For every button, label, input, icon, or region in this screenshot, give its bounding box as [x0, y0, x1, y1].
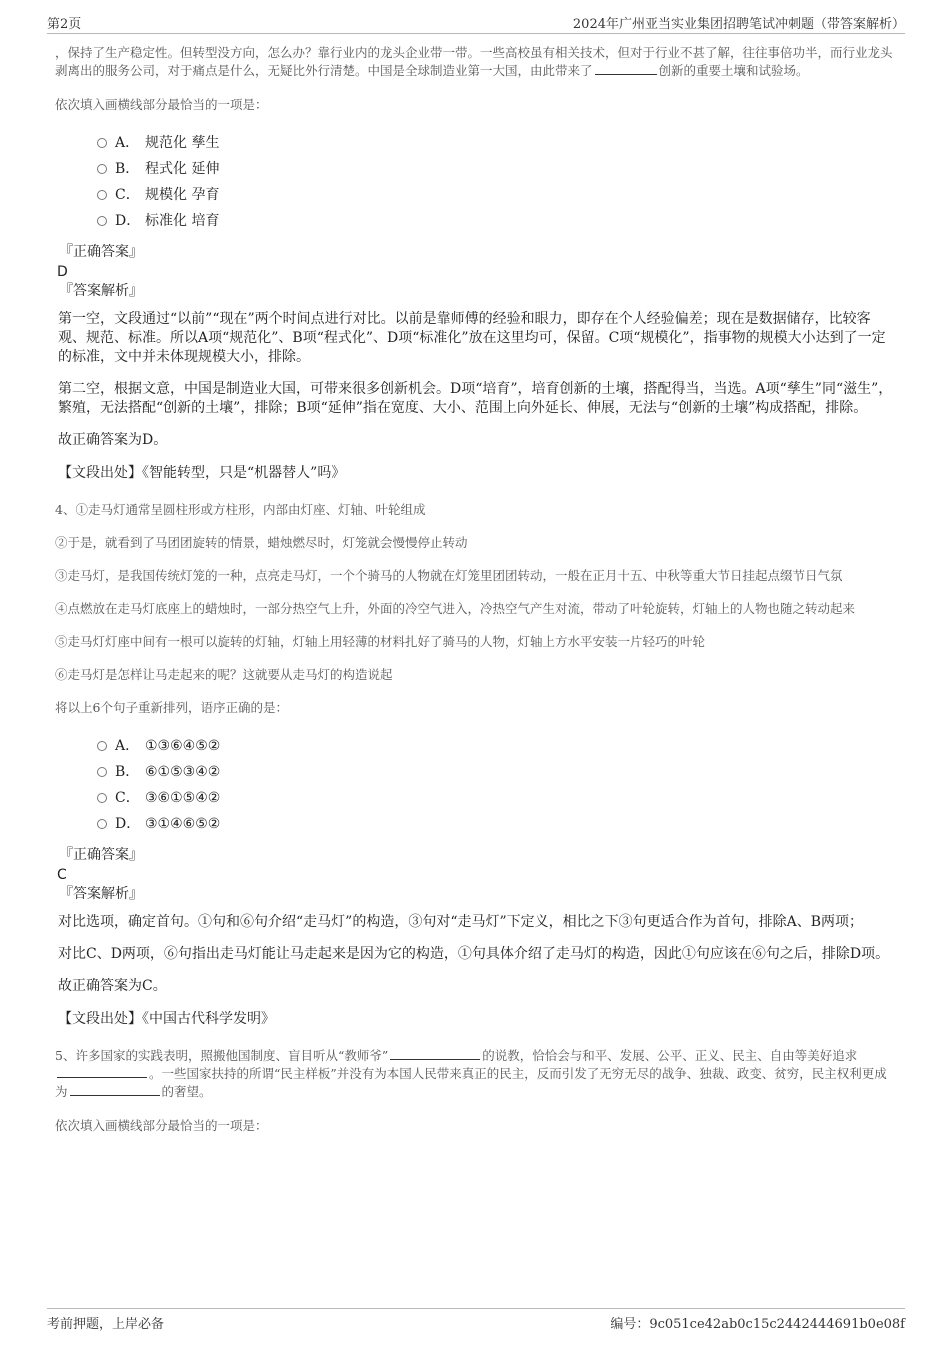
- q4-answer: C: [57, 867, 67, 883]
- q4-prompt: 将以上6个句子重新排列，语序正确的是：: [55, 700, 288, 715]
- fill-blank: [57, 1065, 147, 1078]
- q4-sentence-6: ⑥走马灯是怎样让马走起来的呢？这就要从走马灯的构造说起: [55, 667, 393, 682]
- q3-prompt: 依次填入画横线部分最恰当的一项是：: [55, 97, 268, 112]
- document-id: 编号：9c051ce42ab0c15c2442444691b0e08f: [610, 1317, 905, 1332]
- q3-answer: D: [57, 264, 68, 280]
- q4-sentence-2: ②于是，就看到了马团团旋转的情景，蜡烛燃尽时，灯笼就会慢慢停止转动: [55, 535, 468, 550]
- fill-blank: [390, 1047, 480, 1060]
- page-number: 第2页: [47, 17, 82, 32]
- q5-prompt: 依次填入画横线部分最恰当的一项是：: [55, 1118, 268, 1133]
- q4-analysis-2: 对比C、D两项，⑥句指出走马灯能让马走起来是因为它的构造，①句具体介绍了走马灯的构造，因此①句应该在⑥句之后，排除D项。: [58, 946, 890, 962]
- radio-icon[interactable]: [97, 164, 107, 174]
- fill-blank: [70, 1083, 160, 1096]
- q3-analysis-2: 第二空，根据文意，中国是制造业大国，可带来很多创新机会。D项“培育”，培育创新的土壤，搭配得当，当选。A项“孳生”同“滋生”，繁殖，无法搭配“创新的土壤”，排除；B项“延伸”指在宽度、大小、范围上向外延长、伸展，无法与“创新的土壤”构成搭配，排除。: [58, 381, 893, 416]
- radio-icon[interactable]: [97, 793, 107, 803]
- radio-icon[interactable]: [97, 819, 107, 829]
- q3-analysis-1: 第一空，文段通过“以前”“现在”两个时间点进行对比。以前是靠师傅的经验和眼力，即存在个人经验偏差；现在是数据储存，比较客观、规范、标准。所以A项“规范化”、B项“程式化”、D项“标准化”放在这里均可，保留。C项“规模化”，指事物的规模大小达到了一定的标准，文中并未体现规模大小，排除。: [58, 311, 886, 365]
- q4-sentence-3: ③走马灯，是我国传统灯笼的一种，点亮走马灯，一个个骑马的人物就在灯笼里团团转动，一般在正月十五、中秋等重大节日挂起点缀节日气氛: [55, 568, 843, 583]
- q4-option-a[interactable]: A． ①③⑥④⑤②: [97, 733, 895, 759]
- q4-answer-label: 『正确答案』: [59, 847, 143, 863]
- q3-answer-label: 『正确答案』: [59, 244, 143, 260]
- q3-options: [97, 130, 895, 234]
- fill-blank: [595, 62, 657, 75]
- q3-passage: ，保持了生产稳定性。但转型没方向，怎么办？靠行业内的龙头企业带一带。一些高校虽有相关技术，但对于行业不甚了解，往往事倍功半，而行业龙头剥离出的服务公司，对于痛点是什么，无疑比外行清楚。中国是全球制造业第一大国，由此带来了 创新的重要土壤和试验场。: [55, 45, 893, 78]
- q3-option-b[interactable]: B． 程式化 延伸: [97, 156, 895, 182]
- q4-option-b[interactable]: B． ⑥①⑤③④②: [97, 759, 895, 785]
- q3-source: 【文段出处】《智能转型，只是“机器替人”吗》: [58, 465, 346, 481]
- footer-divider: [47, 1308, 905, 1309]
- document-title: 2024年广州亚当实业集团招聘笔试冲刺题（带答案解析）: [572, 17, 905, 32]
- q4-options: [97, 733, 895, 837]
- q4-option-c[interactable]: C． ③⑥①⑤④②: [97, 785, 895, 811]
- radio-icon[interactable]: [97, 190, 107, 200]
- q4-analysis-label: 『答案解析』: [59, 886, 143, 902]
- q4-analysis-1: 对比选项，确定首句。①句和⑥句介绍“走马灯”的构造，③句对“走马灯”下定义，相比之下③句更适合作为首句，排除A、B两项；: [58, 914, 864, 930]
- q3-option-c[interactable]: C． 规模化 孕育: [97, 182, 895, 208]
- q5-passage: 5、许多国家的实践表明，照搬他国制度、盲目听从“教师爷” 的说教，恰恰会与和平、发展、公平、正义、民主、自由等美好追求。一些国家扶持的所谓“民主样板”并没有为本国人民带来真正的民主，反而引发了无穷无尽的战争、独裁、政变、贫穷，民主权利更成为 的奢望。: [55, 1048, 887, 1099]
- radio-icon[interactable]: [97, 138, 107, 148]
- q4-sentence-1: 4、①走马灯通常呈圆柱形或方柱形，内部由灯座、灯轴、叶轮组成: [55, 502, 426, 517]
- q4-sentence-4: ④点燃放在走马灯底座上的蜡烛时，一部分热空气上升，外面的冷空气进入，冷热空气产生对流，带动了叶轮旋转，灯轴上的人物也随之转动起来: [55, 601, 856, 616]
- q3-option-d[interactable]: D． 标准化 培育: [97, 208, 895, 234]
- page-header: [47, 13, 905, 33]
- q4-analysis-3: 故正确答案为C。: [58, 978, 167, 994]
- header-divider: [47, 33, 905, 34]
- q3-analysis-label: 『答案解析』: [59, 283, 143, 299]
- q4-source: 【文段出处】《中国古代科学发明》: [58, 1011, 275, 1027]
- q3-analysis-3: 故正确答案为D。: [58, 432, 168, 448]
- radio-icon[interactable]: [97, 216, 107, 226]
- q3-option-a[interactable]: A． 规范化 孳生: [97, 130, 895, 156]
- footer-slogan: 考前押题，上岸必备: [47, 1317, 165, 1332]
- document-body: [55, 44, 895, 1135]
- radio-icon[interactable]: [97, 741, 107, 751]
- radio-icon[interactable]: [97, 767, 107, 777]
- q4-option-d[interactable]: D． ③①④⑥⑤②: [97, 811, 895, 837]
- q4-sentence-5: ⑤走马灯灯座中间有一根可以旋转的灯轴，灯轴上用轻薄的材料扎好了骑马的人物，灯轴上方水平安装一片轻巧的叶轮: [55, 634, 706, 649]
